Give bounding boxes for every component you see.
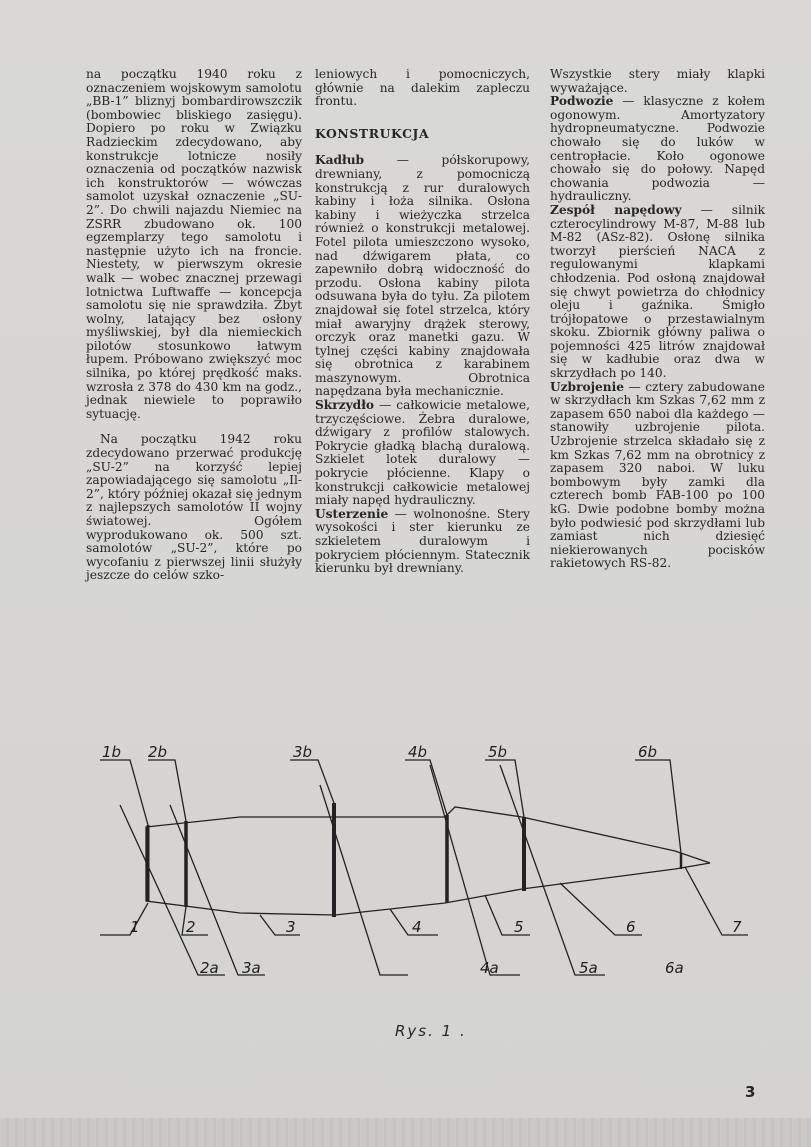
figure-label: 3 bbox=[286, 918, 296, 936]
figure-caption: Rys. 1 . bbox=[395, 1022, 467, 1040]
term-text: — cztery zabudowane w skrzydłach km Szkas 7,62 mm z zapasem 650 naboi dla każdego — stanowiły uzbrojenie pilota. Uzbrojenie strzelca składało się z km Szkas 7,62 mm na obrotnicy z zapasem 320 naboi. W luku bombowym były zamki dla czterech bomb FAB-100 po 100 kG. Dwie podobne bomby można było podwiesić pod skrzydłami lub zamiast nich dziesięć niekierowanych pocisków rakietowych RS-82. bbox=[550, 379, 765, 571]
figure-label: 5b bbox=[488, 743, 508, 761]
paragraph bbox=[550, 204, 765, 381]
paragraph bbox=[550, 381, 765, 571]
figure-label: 2a bbox=[200, 959, 219, 977]
fuselage-drawing bbox=[90, 735, 770, 1035]
figure-label: 3a bbox=[242, 959, 261, 977]
figure-label: 7 bbox=[732, 918, 742, 936]
paragraph bbox=[550, 95, 765, 204]
paragraph: leniowych i pomocniczych, głównie na dalekim zapleczu frontu. bbox=[315, 67, 530, 109]
figure-label: 1 bbox=[130, 918, 140, 936]
paragraph bbox=[315, 399, 530, 508]
text-column-3 bbox=[550, 68, 765, 571]
figure-label: 4b bbox=[408, 743, 428, 761]
figure-label: 6 bbox=[626, 918, 636, 936]
term-text: — wolnonośne. Stery wysokości i ster kierunku ze szkieletem duralowym i pokryciem płóciennym. Statecznik kierunku był drewniany. bbox=[315, 506, 530, 576]
paragraph bbox=[315, 508, 530, 576]
figure-label: 3b bbox=[293, 743, 313, 761]
text-column-1 bbox=[86, 68, 302, 583]
figure-label: 5a bbox=[579, 959, 598, 977]
fuselage-diagram bbox=[90, 735, 770, 1035]
figure-label: 1b bbox=[102, 743, 122, 761]
term-text: — półskorupowy, drewniany, z pomocniczą konstrukcją z rur duralowych kabiny i łoża silnika. Osłona kabiny i wieżyczka strzelca również o konstrukcji metalowej. Fotel pilota umieszczono wysoko, nad dźwigarem płata, co zapewniło dobrą widoczność do przodu. Osłona kabiny pilota odsuwana była do tyłu. Za pilotem znajdował się fotel strzelca, który miał awaryjny drążek sterowy, orczyk oraz manetki gazu. W tylnej części kabiny znajdowała się obrotnica z karabinem maszynowym. Obrotnica napędzana była mechanicznie. bbox=[315, 153, 530, 399]
paragraph: Na początku 1942 roku zdecydowano przerwać produkcję „SU-2” na korzyść lepiej zapowiadającego się samolotu „Il-2”, który później okazał się jednym z najlepszych samolotów II wojny światowej. Ogółem wyprodukowano ok. 500 szt. samolotów „SU-2”, które po wycofaniu z pierwszej linii służyły jeszcze do celów szko- bbox=[86, 432, 302, 583]
term-label: Kadłub bbox=[315, 153, 365, 168]
section-heading: KONSTRUKCJA bbox=[315, 125, 430, 141]
term-text: — silnik czterocylindrowy M-87, M-88 lub M-82 (ASz-82). Osłonę silnika tworzył pierścień NACA z regulowanymi klapkami chłodzenia. Pod osłoną znajdował się chwyt powietrza do chłodnicy oleju i gaźnika. Śmigło trójłopatowe o przestawialnym skoku. Zbiornik główny paliwa o pojemności 425 litrów znajdował się w kadłubie oraz dwa w skrzydłach po 140. bbox=[550, 202, 765, 381]
figure-label: 2 bbox=[186, 918, 196, 936]
paragraph: Wszystkie stery miały klapki wyważające. bbox=[550, 67, 765, 95]
scan-edge bbox=[0, 1118, 811, 1147]
page-number: 3 bbox=[745, 1083, 756, 1101]
text-column-2 bbox=[315, 68, 530, 576]
figure-label: 6a bbox=[665, 959, 684, 977]
figure-label: 4a bbox=[480, 959, 499, 977]
term-label: Uzbrojenie bbox=[550, 379, 625, 394]
paragraph bbox=[315, 154, 530, 399]
term-label: Podwozie bbox=[550, 94, 614, 109]
figure-label: 6b bbox=[638, 743, 658, 761]
figure-label: 5 bbox=[514, 918, 524, 936]
term-text: — całkowicie metalowe, trzyczęściowe. Żebra duralowe, dźwigary z profilów stalowych. Pokrycie gładką blachą duralową. Szkielet lotek duralowy — pokrycie płócienne. Klapy o konstrukcji całkowicie metalowej miały napęd hydrauliczny. bbox=[315, 398, 530, 508]
term-label: Zespół napędowy bbox=[550, 202, 682, 217]
figure-label: 2b bbox=[148, 743, 168, 761]
paragraph: na początku 1940 roku z oznaczeniem wojskowym samolotu „BB-1” bliznyj bombardirowszczik (bombowiec bliskiego zasięgu). Dopiero po roku w Związku Radzieckim zdecydowano, aby konstrukcje lotnicze nosiły oznaczenia od początków nazwisk ich konstruktorów — wówczas samolot uzyskał oznaczenie „SU-2”. Do chwili najazdu Niemiec na ZSRR zbudowano ok. 100 egzemplarzy tego samolotu i następnie użyto ich na froncie. Niestety, w pierwszym okresie walk — wobec znacznej przewagi lotnictwa Luftwaffe — koncepcja samolotu się nie sprawdziła. Zbyt wolny, latający bez osłony myśliwskiej, był dla niemieckich pilotów stosunkowo łatwym łupem. Próbowano zwiększyć moc silnika, po której prędkość maks. wzrosła z 378 do 430 km na godz., jednak niewiele to poprawiło sytuację. bbox=[86, 67, 302, 421]
term-label: Skrzydło bbox=[315, 398, 375, 413]
term-label: Usterzenie bbox=[315, 506, 389, 521]
figure-label: 4 bbox=[412, 918, 422, 936]
term-text: — klasyczne z kołem ogonowym. Amortyzatory hydropneumatyczne. Podwozie chowało się do luków w centropłacie. Koło ogonowe chowało się do połowy. Napęd chowania podwozia — hydrauliczny. bbox=[550, 94, 765, 204]
